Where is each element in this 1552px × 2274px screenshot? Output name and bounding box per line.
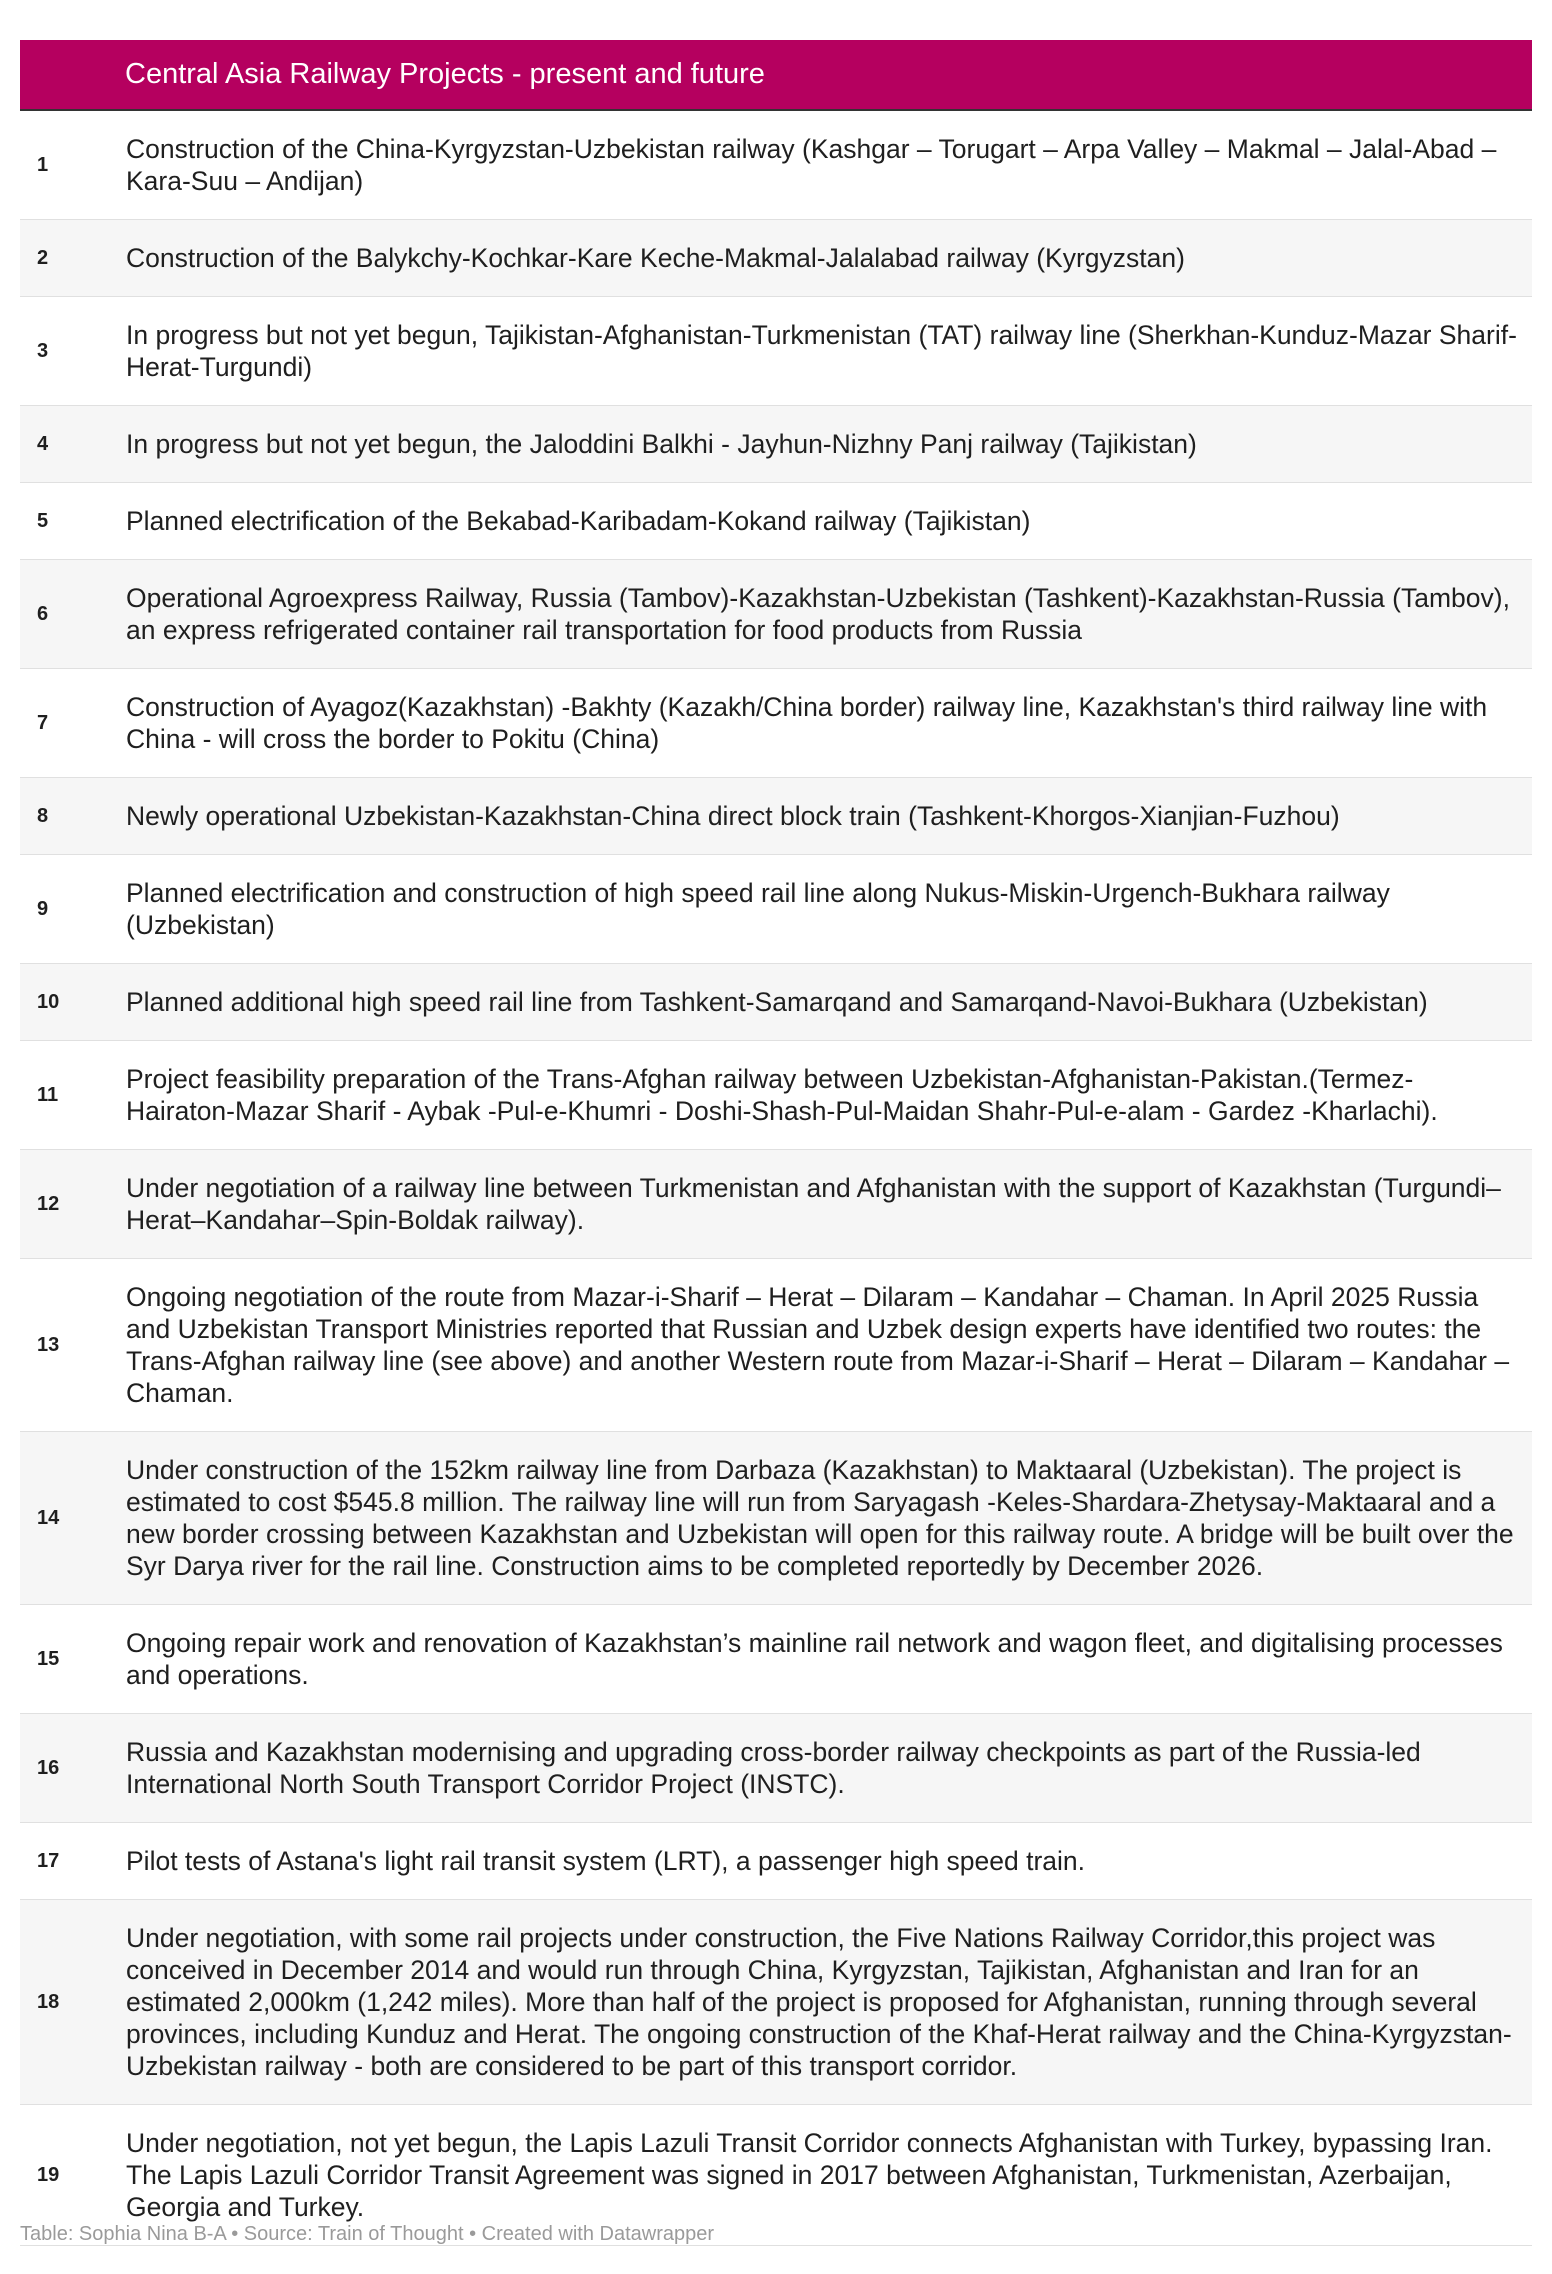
row-number: 17 xyxy=(20,1823,125,1900)
project-description: Construction of the Balykchy-Kochkar-Kare Keche-Makmal-Jalalabad railway (Kyrgyzstan) xyxy=(125,220,1532,297)
table-row xyxy=(20,1432,1532,1605)
row-number: 15 xyxy=(20,1605,125,1714)
row-number: 8 xyxy=(20,778,125,855)
project-description: Russia and Kazakhstan modernising and upgrading cross-border railway checkpoints as part of the Russia-led International North South Transport Corridor Project (INSTC). xyxy=(125,1714,1532,1823)
project-description: Planned electrification and construction of high speed rail line along Nukus-Miskin-Urgench-Bukhara railway (Uzbekistan) xyxy=(125,855,1532,964)
row-number: 14 xyxy=(20,1432,125,1605)
row-number: 18 xyxy=(20,1900,125,2105)
project-description: In progress but not yet begun, Tajikistan-Afghanistan-Turkmenistan (TAT) railway line (Sherkhan-Kunduz-Mazar Sharif-Herat-Turgundi) xyxy=(125,297,1532,406)
project-description: In progress but not yet begun, the Jaloddini Balkhi - Jayhun-Nizhny Panj railway (Tajikistan) xyxy=(125,406,1532,483)
table-row xyxy=(20,1041,1532,1150)
project-description: Project feasibility preparation of the Trans-Afghan railway between Uzbekistan-Afghanistan-Pakistan.(Termez-Hairaton-Mazar Sharif - Aybak -Pul-e-Khumri - Doshi-Shash-Pul-Maidan Shahr-Pul-e-alam - Gardez -Kharlachi). xyxy=(125,1041,1532,1150)
project-description: Operational Agroexpress Railway, Russia (Tambov)-Kazakhstan-Uzbekistan (Tashkent)-Kazakhstan-Russia (Tambov), an express refrigerated container rail transportation for food products from Russia xyxy=(125,560,1532,669)
table-row xyxy=(20,297,1532,406)
project-description: Planned additional high speed rail line from Tashkent-Samarqand and Samarqand-Navoi-Bukhara (Uzbekistan) xyxy=(125,964,1532,1041)
table-body xyxy=(20,110,1532,2246)
project-description: Under negotiation, with some rail projects under construction, the Five Nations Railway Corridor,this project was conceived in December 2014 and would run through China, Kyrgyzstan, Tajikistan, Afghanistan and Iran for an estimated 2,000km (1,242 miles). More than half of the project is proposed for Afghanistan, running through several provinces, including Kunduz and Herat. The ongoing construction of the Khaf-Herat railway and the China-Kyrgyzstan-Uzbekistan railway - both are considered to be part of this transport corridor. xyxy=(125,1900,1532,2105)
project-description: Construction of Ayagoz(Kazakhstan) -Bakhty (Kazakh/China border) railway line, Kazakhstan's third railway line with China - will cross the border to Pokitu (China) xyxy=(125,669,1532,778)
project-description: Under negotiation of a railway line between Turkmenistan and Afghanistan with the support of Kazakhstan (Turgundi–Herat–Kandahar–Spin-Boldak railway). xyxy=(125,1150,1532,1259)
table-row xyxy=(20,220,1532,297)
project-description: Newly operational Uzbekistan-Kazakhstan-China direct block train (Tashkent-Khorgos-Xianjian-Fuzhou) xyxy=(125,778,1532,855)
project-description: Under construction of the 152km railway line from Darbaza (Kazakhstan) to Maktaaral (Uzbekistan). The project is estimated to cost $545.8 million. The railway line will run from Saryagash -Keles-Shardara-Zhetysay-Maktaaral and a new border crossing between Kazakhstan and Uzbekistan will open for this railway route. A bridge will be built over the Syr Darya river for the rail line. Construction aims to be completed reportedly by December 2026. xyxy=(125,1432,1532,1605)
table-row xyxy=(20,1714,1532,1823)
table-row xyxy=(20,964,1532,1041)
table-header-row xyxy=(20,40,1532,110)
table-header xyxy=(20,40,1532,110)
row-number: 11 xyxy=(20,1041,125,1150)
project-description: Pilot tests of Astana's light rail transit system (LRT), a passenger high speed train. xyxy=(125,1823,1532,1900)
row-number: 16 xyxy=(20,1714,125,1823)
table-row xyxy=(20,560,1532,669)
row-number: 9 xyxy=(20,855,125,964)
row-number: 2 xyxy=(20,220,125,297)
table-row xyxy=(20,1150,1532,1259)
table-row xyxy=(20,1605,1532,1714)
header-number-cell xyxy=(20,40,125,110)
table-row xyxy=(20,483,1532,560)
row-number: 5 xyxy=(20,483,125,560)
projects-table-container xyxy=(20,40,1532,2246)
table-footer-credits: Table: Sophia Nina B-A • Source: Train of Thought • Created with Datawrapper xyxy=(20,2223,715,2245)
table-row xyxy=(20,110,1532,220)
row-number: 12 xyxy=(20,1150,125,1259)
row-number: 4 xyxy=(20,406,125,483)
table-row xyxy=(20,1823,1532,1900)
table-row xyxy=(20,778,1532,855)
table-row xyxy=(20,669,1532,778)
row-number: 10 xyxy=(20,964,125,1041)
row-number: 6 xyxy=(20,560,125,669)
project-description: Planned electrification of the Bekabad-Karibadam-Kokand railway (Tajikistan) xyxy=(125,483,1532,560)
table-row xyxy=(20,406,1532,483)
project-description: Construction of the China-Kyrgyzstan-Uzbekistan railway (Kashgar – Torugart – Arpa Valley – Makmal – Jalal-Abad – Kara-Suu – Andijan) xyxy=(125,110,1532,220)
row-number: 7 xyxy=(20,669,125,778)
row-number: 3 xyxy=(20,297,125,406)
project-description: Under negotiation, not yet begun, the Lapis Lazuli Transit Corridor connects Afghanistan with Turkey, bypassing Iran. The Lapis Lazuli Corridor Transit Agreement was signed in 2017 between Afghanistan, Turkmenistan, Azerbaijan, Georgia and Turkey. xyxy=(125,2105,1532,2246)
project-description: Ongoing repair work and renovation of Kazakhstan’s mainline rail network and wagon fleet, and digitalising processes and operations. xyxy=(125,1605,1532,1714)
table-row xyxy=(20,1259,1532,1432)
projects-table xyxy=(20,40,1532,2246)
row-number: 1 xyxy=(20,110,125,220)
row-number: 19 xyxy=(20,2105,125,2246)
table-row xyxy=(20,855,1532,964)
project-description: Ongoing negotiation of the route from Mazar-i-Sharif – Herat – Dilaram – Kandahar – Chaman. In April 2025 Russia and Uzbekistan Transport Ministries reported that Russian and Uzbek design experts have identified two routes: the Trans-Afghan railway line (see above) and another Western route from Mazar-i-Sharif – Herat – Dilaram – Kandahar – Chaman. xyxy=(125,1259,1532,1432)
table-row xyxy=(20,1900,1532,2105)
table-title: Central Asia Railway Projects - present and future xyxy=(125,40,1532,110)
row-number: 13 xyxy=(20,1259,125,1432)
